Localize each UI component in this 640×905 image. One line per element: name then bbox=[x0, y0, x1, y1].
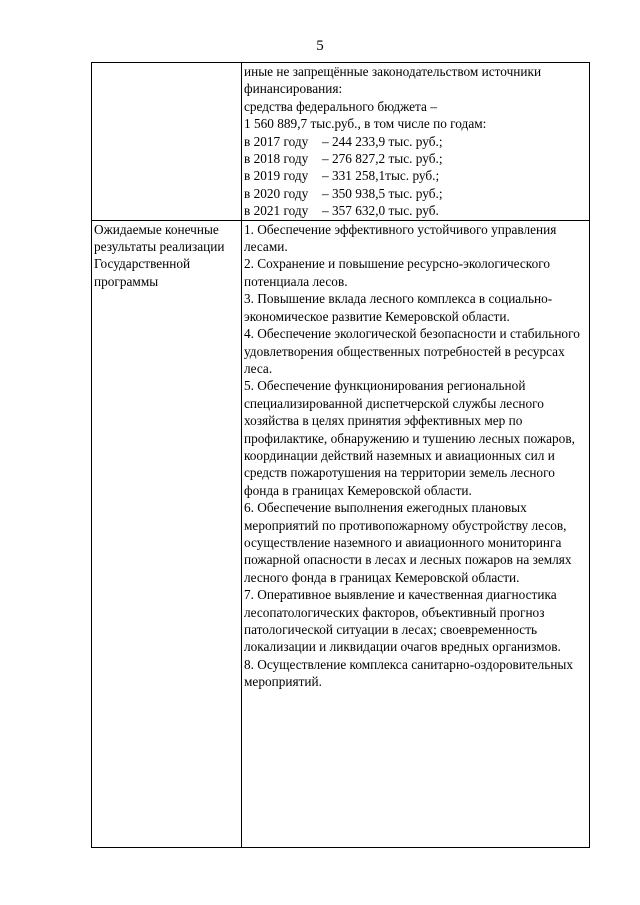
funding-year: в 2017 году bbox=[244, 133, 309, 149]
funding-year-line bbox=[244, 133, 589, 150]
results-label-line: результаты реализации bbox=[94, 239, 225, 255]
results-row bbox=[92, 220, 590, 847]
funding-amount: – 350 938,5 тыс. руб.; bbox=[322, 185, 443, 201]
result-item: 6. Обеспечение выполнения ежегодных плановых мероприятий по противопожарному обустройству лесов, осуществление наземного и авиационного мониторинга пожарной опасности в лесах и лесных пожаров на землях лесного фонда в границах Кемеровской области. bbox=[244, 500, 572, 585]
funding-year-line bbox=[244, 185, 589, 202]
passport-table bbox=[91, 62, 590, 848]
results-label-line: программы bbox=[94, 273, 159, 289]
funding-row bbox=[92, 63, 590, 221]
results-label-line: Государственной bbox=[94, 256, 191, 272]
result-item: 1. Обеспечение эффективного устойчивого управления лесами. bbox=[244, 221, 557, 255]
funding-year: в 2020 году bbox=[244, 185, 309, 201]
results-label-line: Ожидаемые конечные bbox=[94, 221, 219, 237]
results-label-cell bbox=[92, 220, 242, 847]
funding-amount: – 244 233,9 тыс. руб.; bbox=[322, 133, 443, 149]
results-cell bbox=[242, 220, 590, 847]
page-number: 5 bbox=[316, 38, 324, 54]
result-item: 5. Обеспечение функционирования региональной специализированной диспетчерской службы лесного хозяйства в целях принятия эффективных мер по профилактике, обнаружению и тушению лесных пожаров, координации действий наземных и авиационных сил и средств пожаротушения на территории земель лесного фонда в границах Кемеровской области. bbox=[244, 378, 575, 498]
funding-amount: – 276 827,2 тыс. руб.; bbox=[322, 151, 443, 167]
result-item: 7. Оперативное выявление и качественная диагностика лесопатологических факторов, объективный прогноз патологической ситуации в лесах; своевременность локализации и ликвидации очагов вредных организмов. bbox=[244, 587, 561, 655]
funding-amount: – 357 632,0 тыс. руб. bbox=[322, 203, 439, 219]
result-item: 4. Обеспечение экологической безопасности и стабильного удовлетворения общественных потребностей в ресурсах леса. bbox=[244, 326, 580, 376]
funding-year-line bbox=[244, 202, 589, 219]
result-item: 2. Сохранение и повышение ресурсно-экологического потенциала лесов. bbox=[244, 256, 551, 289]
funding-year-line bbox=[244, 167, 589, 184]
result-item: 8. Осуществление комплекса санитарно-оздоровительных мероприятий. bbox=[244, 656, 574, 690]
funding-line: 1 560 889,7 тыс.руб., в том числе по годам: bbox=[244, 116, 487, 132]
funding-year-line bbox=[244, 150, 589, 167]
funding-line: финансирования: bbox=[244, 81, 343, 97]
funding-cell bbox=[242, 63, 590, 221]
funding-line: средства федерального бюджета – bbox=[244, 98, 437, 114]
funding-year: в 2021 году bbox=[244, 203, 309, 219]
funding-year: в 2018 году bbox=[244, 151, 309, 167]
funding-year: в 2019 году bbox=[244, 168, 309, 184]
funding-label-cell bbox=[92, 63, 242, 221]
funding-line: иные не запрещённые законодательством источники bbox=[244, 64, 542, 79]
funding-amount: – 331 258,1тыс. руб.; bbox=[322, 168, 440, 184]
result-item: 3. Повышение вклада лесного комплекса в социально-экономическое развитие Кемеровской области. bbox=[244, 291, 553, 324]
